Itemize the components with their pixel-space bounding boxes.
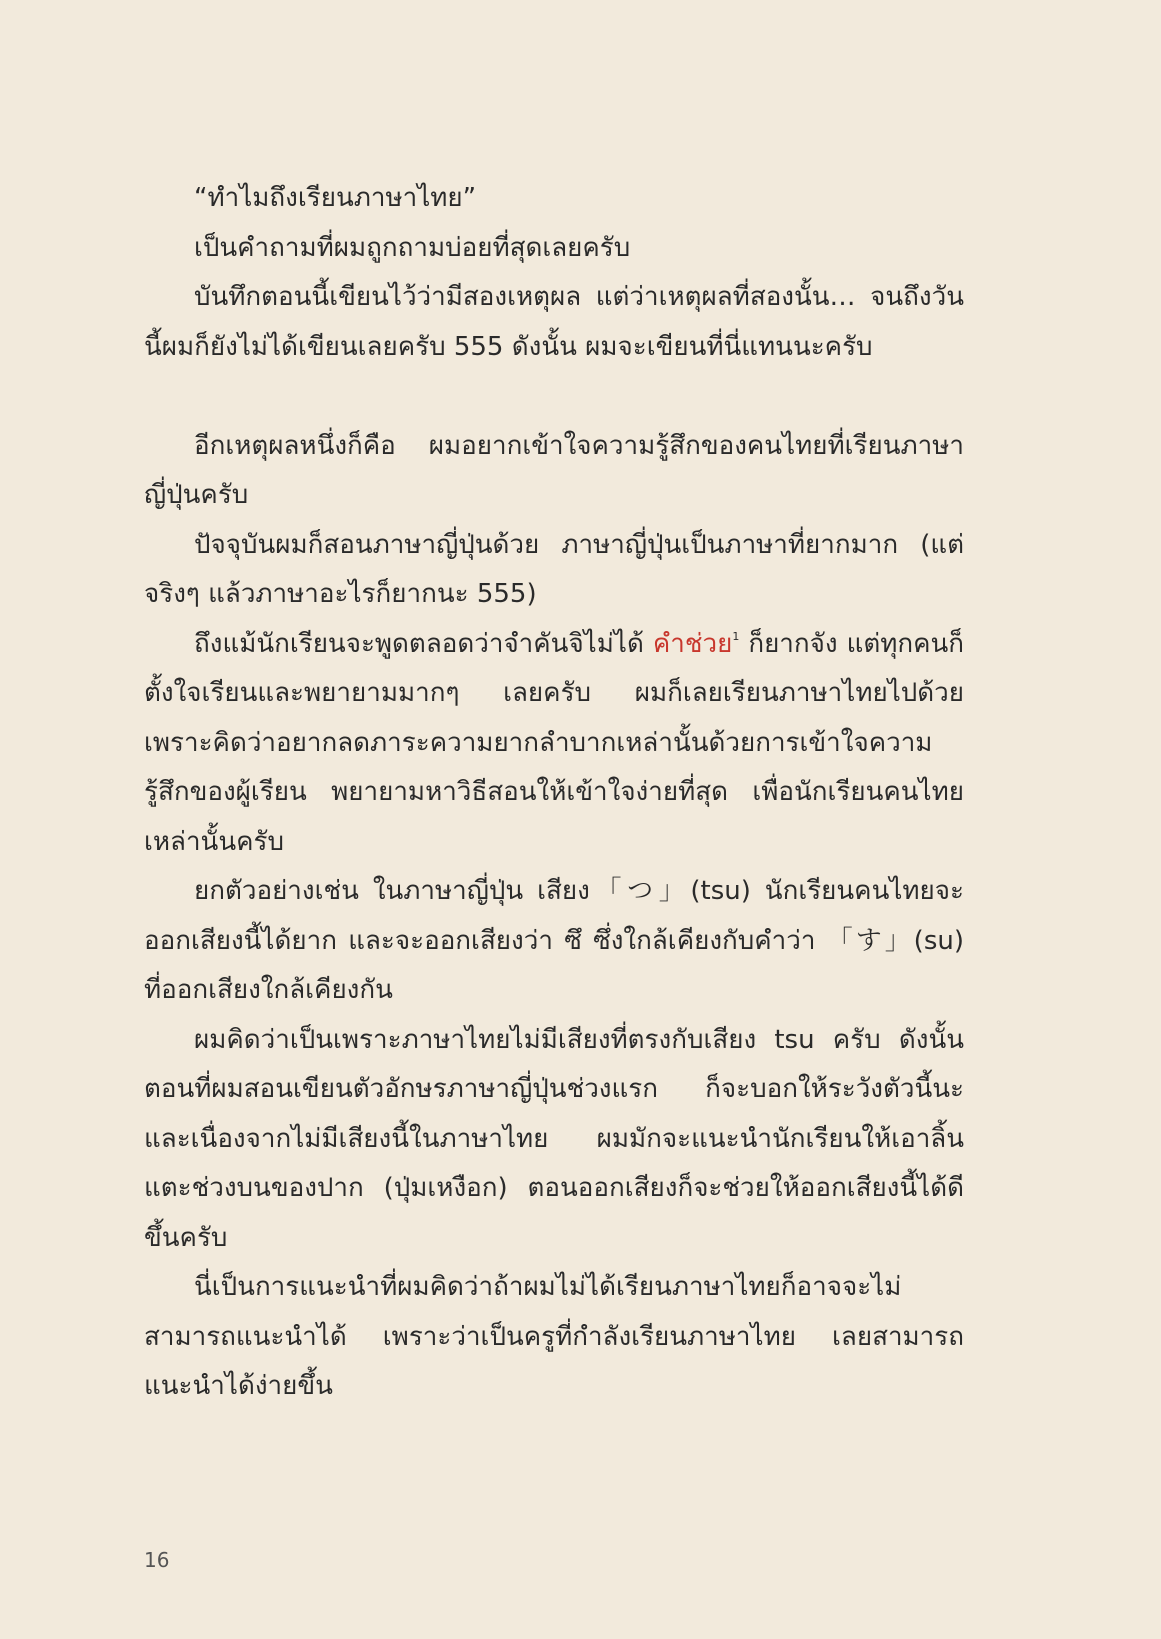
- footnote-marker: 1: [732, 629, 740, 643]
- paragraph-two-reasons: บันทึกตอนนี้เขียนไว้ว่ามีสองเหตุผล แต่ว่าเหตุผลที่สองนั้น… จนถึงวันนี้ผมก็ยังไม่ได้เขียนเลยครับ 555 ดังนั้น ผมจะเขียนที่นี่แทนนะครับ: [144, 282, 964, 362]
- paragraph-students-effort-start: ถึงแม้นักเรียนจะพูดตลอดว่าจำคันจิไม่ได้: [194, 628, 653, 659]
- paragraph-conclusion: นี่เป็นการแนะนำที่ผมคิดว่าถ้าผมไม่ได้เรียนภาษาไทยก็อาจจะไม่สามารถแนะนำได้ เพราะว่าเป็นครูที่กำลังเรียนภาษาไทย เลยสามารถแนะนำได้ง่ายขึ้น: [144, 1272, 964, 1401]
- paragraph-tsu-example: ยกตัวอย่างเช่น ในภาษาญี่ปุ่น เสียง「つ」(tsu) นักเรียนคนไทยจะออกเสียงนี้ได้ยาก และจะออกเสียงว่า ซึ ซึ่งใกล้เคียงกับคำว่า 「す」(su) ที่ออกเสียงใกล้เคียงกัน: [144, 876, 964, 1005]
- paragraph-pronunciation-tip: ผมคิดว่าเป็นเพราะภาษาไทยไม่มีเสียงที่ตรงกับเสียง tsu ครับ ดังนั้น ตอนที่ผมสอนเขียนตัวอักษรภาษาญี่ปุ่นช่วงแรก ก็จะบอกให้ระวังตัวนี้นะ และเนื่องจากไม่มีเสียงนี้ในภาษาไทย ผมมักจะแนะนำนักเรียนให้เอาลิ้นแตะช่วงบนของปาก (ปุ่มเหงือก) ตอนออกเสียงก็จะช่วยให้ออกเสียงนี้ได้ดีขึ้นครับ: [144, 1024, 964, 1253]
- paragraph-teaching-japanese: ปัจจุบันผมก็สอนภาษาญี่ปุ่นด้วย ภาษาญี่ปุ่นเป็นภาษาที่ยากมาก (แต่จริงๆ แล้วภาษาอะไรก็ยากนะ 555): [144, 529, 964, 609]
- paragraph-spacer: [144, 372, 964, 422]
- paragraph-students-effort-end: ก็ยากจัง แต่ทุกคนก็ตั้งใจเรียนและพยายามมากๆ เลยครับ ผมก็เลยเรียนภาษาไทยไปด้วย เพราะคิดว่าอยากลดภาระความยากลำบากเหล่านั้นด้วยการเข้าใจความรู้สึกของผู้เรียน พยายามหาวิธีสอนให้เข้าใจง่ายที่สุด เพื่อนักเรียนคนไทยเหล่านั้นครับ: [144, 628, 965, 857]
- highlighted-term: คำช่วย: [652, 628, 733, 659]
- paragraph-another-reason: อีกเหตุผลหนึ่งก็คือ ผมอยากเข้าใจความรู้สึกของคนไทยที่เรียนภาษาญี่ปุ่นครับ: [144, 430, 964, 510]
- body-text: [144, 174, 964, 1412]
- page-number: 16: [144, 1548, 170, 1572]
- paragraph-frequent-question: เป็นคำถามที่ผมถูกถามบ่อยที่สุดเลยครับ: [194, 232, 631, 263]
- paragraph-question: “ทำไมถึงเรียนภาษาไทย”: [194, 183, 477, 213]
- paragraph-students-effort: [144, 620, 964, 868]
